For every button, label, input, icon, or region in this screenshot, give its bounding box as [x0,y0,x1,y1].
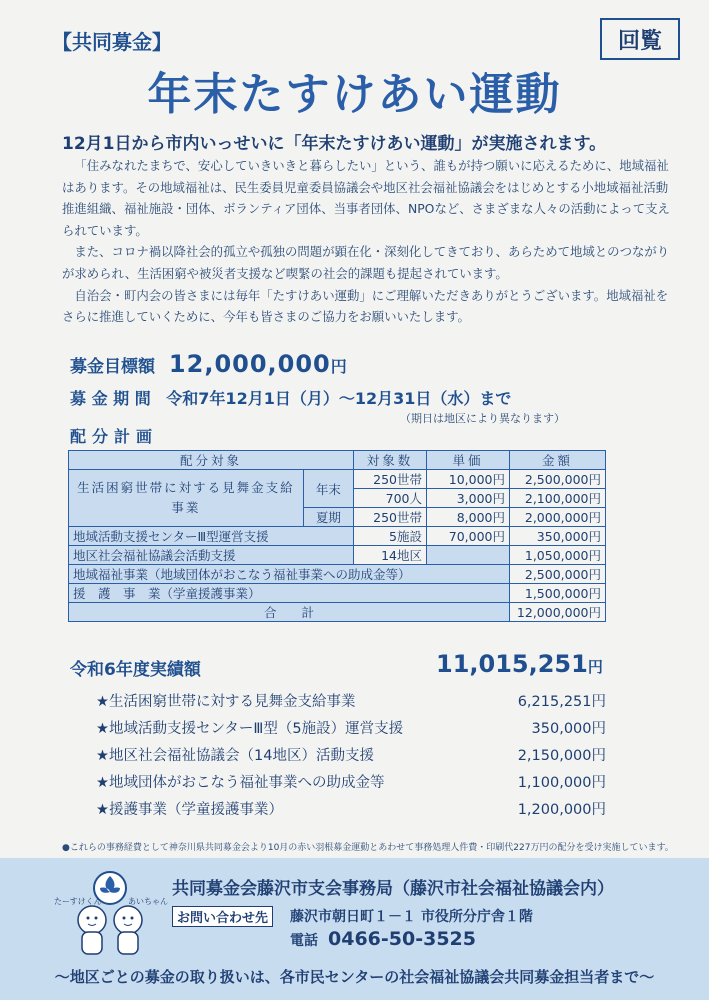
phone-line [290,928,476,950]
cell-amount: 1,500,000円 [510,584,606,603]
goal-label: 募金目標額 [70,357,155,377]
result-amount: 6,215,251円 [517,694,606,710]
season-nenmatsu: 年末 [303,470,353,508]
result-label: ★生活困窮世帯に対する見舞金支給事業 [96,694,356,710]
results-total-unit: 円 [587,658,603,676]
cell-count: 250世帯 [354,470,427,489]
period-line [70,386,511,409]
cell-amount: 2,500,000円 [510,470,606,489]
list-item [96,744,606,765]
mascot-right-head-icon [114,906,142,934]
result-label: ★地区社会福祉協議会（14地区）活動支援 [96,748,374,764]
cell-amount: 1,050,000円 [510,546,606,565]
cell-count: 14地区 [354,546,427,565]
header-count: 対象数 [354,451,427,470]
cell-amount: 2,100,000円 [510,489,606,508]
goal-amount: 12,000,000 [168,350,331,378]
cell-price: 8,000円 [427,508,510,527]
lead-sentence: 12月1日から市内いっせいに「年末たすけあい運動」が実施されます。 [62,134,607,154]
mascot-right-name: あいちゃん [128,897,168,906]
list-item [96,690,606,711]
cell-price: 3,000円 [427,489,510,508]
cell-count: 250世帯 [354,508,427,527]
goal-unit: 円 [330,357,347,376]
goal-line [70,350,347,378]
period-label: 募 金 期 間 [70,389,151,408]
result-amount: 1,200,000円 [517,802,606,818]
table-header-row [69,451,606,470]
result-label: ★地域団体がおこなう福祉事業への助成金等 [96,775,385,791]
cell-count: 700人 [354,489,427,508]
result-amount: 350,000円 [531,721,606,737]
mascot-illustration [56,868,164,960]
cell-amount: 2,500,000円 [510,565,606,584]
results-total-amount: 11,015,251 [436,650,588,678]
period-note: （期日は地区により異なります） [400,412,565,425]
header-unit-price: 単価 [427,451,510,470]
result-label: ★地域活動支援センターⅢ型（5施設）運営支援 [96,721,404,737]
mascot-left-body-icon [82,932,102,954]
list-item [96,717,606,738]
row-label-center: 地域活動支援センターⅢ型運営支援 [69,527,354,546]
results-total [436,650,603,678]
cell-count: 5施設 [354,527,427,546]
result-label: ★援護事業（学童援護事業） [96,802,283,818]
kairan-stamp: 回覧 [600,18,680,60]
results-title: 令和6年度実績額 [70,660,201,680]
intro-text [62,155,677,328]
header-target: 配分対象 [69,451,354,470]
page-title: 年末たすけあい運動 [147,69,562,120]
plan-label: 配分計画 [70,427,159,446]
table-row [69,546,606,565]
address: 藤沢市朝日町１－１ 市役所分庁舎１階 [290,909,533,925]
row-label-mimaikin: 生活困窮世帯に対する見舞金支給事業 [69,470,304,527]
row-label-welfare: 地域福祉事業（地域団体がおこなう福祉事業への助成金等） [69,565,510,584]
table-row [69,470,606,489]
season-kaki: 夏期 [303,508,353,527]
contact-label: お問い合わせ先 [172,906,273,927]
cell-price: 70,000円 [427,527,510,546]
bottom-note: ～地区ごとの募金の取り扱いは、各市民センターの社会福祉協議会共同募金担当者まで～ [54,968,655,986]
phone-number: 0466-50-3525 [328,928,476,950]
footnote: ●これらの事務経費として神奈川県共同募金会より10月の赤い羽根募金運動とあわせて事務処理人件費・印刷代227万円の配分を受け実施しています。 [62,843,674,853]
phone-label: 電話 [290,933,318,949]
table-total-row [69,603,606,622]
cell-price: 10,000円 [427,470,510,489]
campaign-tag: 【共同募金】 [52,30,172,54]
list-item [96,798,606,819]
result-amount: 1,100,000円 [517,775,606,791]
mascot-right-body-icon [118,932,138,954]
table-row [69,565,606,584]
result-amount: 2,150,000円 [517,748,606,764]
mascot-left-head-icon [78,906,106,934]
list-item [96,771,606,792]
intro-paragraph-2: また、コロナ禍以降社会的孤立や孤独の問題が顕在化・深刻化してきており、あらためて地域とのつながりが求められ、生活困窮や被災者支援など喫緊の社会的課題も提起されています。 [62,244,670,281]
table-row [69,584,606,603]
total-label: 合 計 [69,603,510,622]
cell-amount: 350,000円 [510,527,606,546]
cell-empty [427,546,510,565]
row-label-engo: 援 護 事 業（学童援護事業） [69,584,510,603]
row-label-district: 地区社会福祉協議会活動支援 [69,546,354,565]
table-row [69,527,606,546]
header-amount: 金額 [510,451,606,470]
cell-amount: 2,000,000円 [510,508,606,527]
period-value: 令和7年12月1日（月）～12月31日（水）まで [166,389,512,408]
intro-paragraph-3: 自治会・町内会の皆さまには毎年「たすけあい運動」にご理解いただきありがとうございます。地域福祉をさらに推進していくために、今年も皆さまのご協力をお願いいたします。 [62,287,669,325]
org-name: 共同募金会藤沢市支会事務局（藤沢市社会福祉協議会内） [172,879,614,899]
total-amount: 12,000,000円 [510,603,606,622]
mascot-left-name: たーすけくん [54,897,102,906]
distribution-table [68,450,606,622]
intro-paragraph-1: 「住みなれたまちで、安心していきいきと暮らしたい」という、誰もが持つ願いに応えるために、地域福祉はあります。その地域福祉は、民生委員児童委員協議会や地区社会福祉協議会をはじめとする小地域福祉活動推進組織、福祉施設・団体、ボランティア団体、当事者団体、NPOなど、さまざまな人々の活動によって支えられています。 [62,158,670,238]
